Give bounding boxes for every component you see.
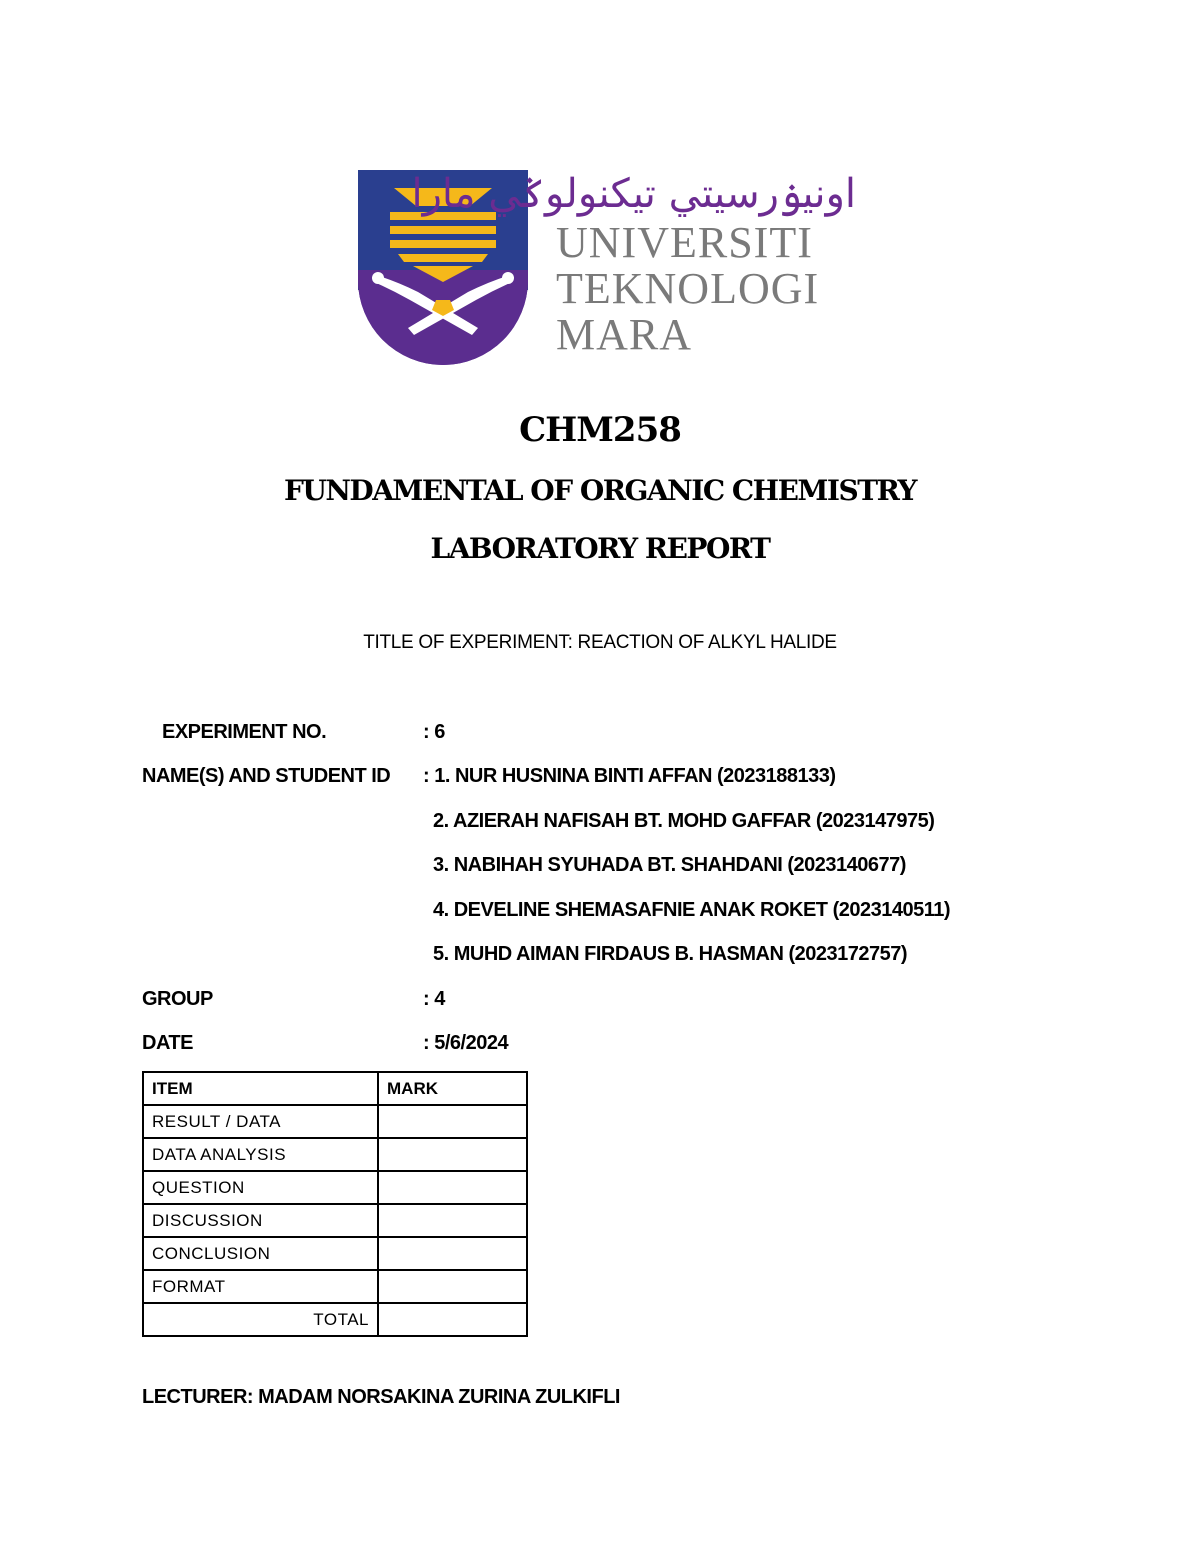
row-item: RESULT / DATA bbox=[143, 1105, 378, 1138]
table-row bbox=[143, 1237, 527, 1270]
row-item: FORMAT bbox=[143, 1270, 378, 1303]
row-mark-cell bbox=[378, 1237, 527, 1270]
university-wordmark bbox=[556, 220, 819, 358]
row-mark-cell bbox=[378, 1171, 527, 1204]
row-mark-cell bbox=[378, 1204, 527, 1237]
names-label: NAME(S) AND STUDENT ID bbox=[142, 765, 391, 787]
table-row bbox=[143, 1204, 527, 1237]
header-item: ITEM bbox=[143, 1072, 378, 1105]
experiment-no-value: : 6 bbox=[423, 721, 445, 743]
table-row bbox=[143, 1105, 527, 1138]
row-item: DATA ANALYSIS bbox=[143, 1138, 378, 1171]
total-mark-cell bbox=[378, 1303, 527, 1336]
table-row bbox=[143, 1138, 527, 1171]
member-5: 5. MUHD AIMAN FIRDAUS B. HASMAN (2023172757) bbox=[433, 943, 908, 965]
wordmark-line-2: TEKNOLOGI bbox=[556, 264, 820, 313]
row-mark-cell bbox=[378, 1105, 527, 1138]
table-total-row bbox=[143, 1303, 527, 1336]
date-label: DATE bbox=[142, 1032, 193, 1054]
lecturer-name: LECTURER: MADAM NORSAKINA ZURINA ZULKIFLI bbox=[142, 1386, 620, 1408]
experiment-title: TITLE OF EXPERIMENT: REACTION OF ALKYL HALIDE bbox=[363, 632, 837, 653]
university-logo bbox=[358, 170, 858, 370]
wordmark-line-1: UNIVERSITI bbox=[556, 218, 813, 267]
table-header-row bbox=[143, 1072, 527, 1105]
row-mark-cell bbox=[378, 1138, 527, 1171]
row-item: CONCLUSION bbox=[143, 1237, 378, 1270]
header-mark: MARK bbox=[378, 1072, 527, 1105]
marks-table bbox=[142, 1071, 528, 1337]
course-name: FUNDAMENTAL OF ORGANIC CHEMISTRY bbox=[284, 474, 916, 507]
member-3: 3. NABIHAH SYUHADA BT. SHAHDANI (2023140677) bbox=[433, 854, 906, 876]
total-label: TOTAL bbox=[143, 1303, 378, 1336]
table-row bbox=[143, 1270, 527, 1303]
row-mark-cell bbox=[378, 1270, 527, 1303]
date-value: : 5/6/2024 bbox=[423, 1032, 509, 1054]
row-item: DISCUSSION bbox=[143, 1204, 378, 1237]
member-4: 4. DEVELINE SHEMASAFNIE ANAK ROKET (2023140511) bbox=[433, 899, 951, 921]
group-label: GROUP bbox=[142, 988, 213, 1010]
group-value: : 4 bbox=[423, 988, 445, 1010]
member-1: : 1. NUR HUSNINA BINTI AFFAN (2023188133) bbox=[423, 765, 836, 787]
row-item: QUESTION bbox=[143, 1171, 378, 1204]
member-2: 2. AZIERAH NAFISAH BT. MOHD GAFFAR (2023147975) bbox=[433, 810, 935, 832]
wordmark-line-3: MARA bbox=[556, 310, 693, 359]
report-type: LABORATORY REPORT bbox=[430, 532, 770, 565]
table-row bbox=[143, 1171, 527, 1204]
experiment-no-label: EXPERIMENT NO. bbox=[162, 721, 327, 743]
course-code: CHM258 bbox=[519, 410, 681, 450]
jawi-logo-text: اونيۏرسيتي تيكنولوݢي مارا bbox=[411, 171, 856, 217]
